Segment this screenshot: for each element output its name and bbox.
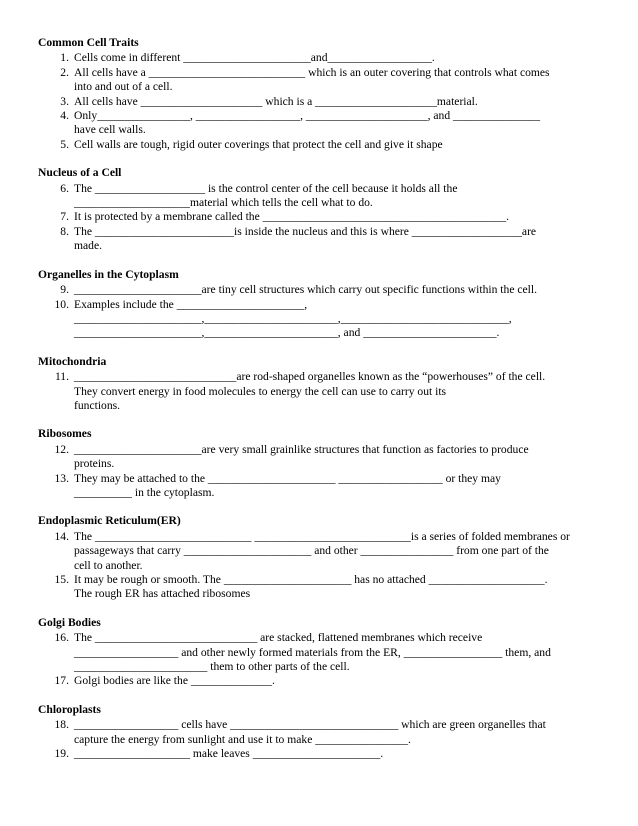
question-line: The rough ER has attached ribosomes	[74, 587, 251, 601]
question-line: The ___________________________ ___________________________is a series of folded membranes or	[74, 529, 570, 543]
section	[38, 36, 604, 152]
question-number: 17.	[54, 674, 69, 688]
question-number: 5.	[60, 137, 69, 151]
section	[38, 355, 604, 414]
question-line: ______________________are very small grainlike structures that function as factories to produce	[74, 442, 529, 456]
question-list	[38, 370, 604, 413]
question-number: 10.	[54, 297, 69, 311]
question-line: All cells have a ___________________________ which is an outer covering that controls what comes	[74, 65, 550, 79]
question-number: 1.	[60, 51, 69, 65]
question-text	[74, 747, 604, 761]
question-item	[38, 631, 604, 674]
question-line: ____________________material which tells the cell what to do.	[74, 196, 373, 210]
question-line: Only________________, __________________, _____________________, and _______________	[74, 109, 540, 123]
question-line: cell to another.	[74, 558, 143, 572]
section-heading: Ribosomes	[38, 427, 92, 441]
question-number: 9.	[60, 283, 69, 297]
question-text	[74, 631, 604, 674]
question-number: 6.	[60, 181, 69, 195]
question-line: All cells have _____________________ which is a _____________________material.	[74, 94, 478, 108]
question-list	[38, 443, 604, 501]
question-item	[38, 530, 604, 573]
section-heading: Mitochondria	[38, 354, 107, 368]
question-line: They may be attached to the ______________________ __________________ or they may	[74, 471, 501, 485]
question-text	[74, 51, 604, 65]
section	[38, 514, 604, 601]
question-number: 12.	[54, 442, 69, 456]
question-line: The ___________________ is the control center of the cell because it holds all the	[74, 181, 458, 195]
question-line: ______________________are tiny cell structures which carry out specific functions within the cell.	[74, 283, 537, 297]
question-line: into and out of a cell.	[74, 80, 173, 94]
question-line: ______________________,_______________________,_____________________________,	[74, 311, 512, 325]
question-item	[38, 747, 604, 761]
question-number: 13.	[54, 471, 69, 485]
question-list	[38, 182, 604, 254]
question-text	[74, 443, 604, 472]
section	[38, 703, 604, 762]
question-text	[74, 138, 604, 152]
question-number: 4.	[60, 109, 69, 123]
section	[38, 268, 604, 341]
section-heading: Common Cell Traits	[38, 36, 139, 49]
question-text	[74, 370, 604, 413]
question-number: 3.	[60, 94, 69, 108]
question-number: 19.	[54, 747, 69, 761]
question-text	[74, 182, 604, 211]
question-item	[38, 370, 604, 413]
question-number: 7.	[60, 210, 69, 224]
question-line: Cells come in different ______________________and__________________.	[74, 51, 435, 65]
question-item	[38, 443, 604, 472]
question-line: ____________________ make leaves ______________________.	[74, 747, 384, 761]
question-number: 15.	[54, 573, 69, 586]
question-line: It is protected by a membrane called the __________________________________________.	[74, 210, 510, 224]
section-heading: Chloroplasts	[38, 702, 101, 716]
question-item	[38, 472, 604, 501]
question-list	[38, 283, 604, 341]
question-line: passageways that carry ______________________ and other ________________ from one part of the	[74, 544, 549, 558]
question-item	[38, 109, 604, 138]
question-text	[74, 298, 604, 341]
question-text	[74, 66, 604, 95]
question-line: ______________________,_______________________, and _______________________.	[74, 326, 500, 340]
question-item	[38, 51, 604, 65]
question-item	[38, 718, 604, 747]
question-item	[38, 225, 604, 254]
section	[38, 166, 604, 253]
question-number: 16.	[54, 631, 69, 645]
section-heading: Nucleus of a Cell	[38, 166, 122, 180]
question-text	[74, 718, 604, 747]
question-line: __________________ and other newly formed materials from the ER, _________________ them, and	[74, 645, 551, 659]
section-heading: Golgi Bodies	[38, 615, 101, 629]
question-number: 11.	[54, 370, 69, 384]
question-list	[38, 718, 604, 761]
question-text	[74, 472, 604, 501]
question-line: functions.	[74, 398, 121, 412]
question-line: They convert energy in food molecules to energy the cell can use to carry out its	[74, 384, 447, 398]
question-item	[38, 210, 604, 224]
question-item	[38, 674, 604, 688]
section-heading: Endoplasmic Reticulum(ER)	[38, 514, 181, 528]
question-text	[74, 573, 604, 602]
question-list	[38, 51, 604, 152]
section-heading: Organelles in the Cytoplasm	[38, 267, 179, 281]
question-line: capture the energy from sunlight and use it to make ________________.	[74, 732, 411, 746]
question-text	[74, 674, 604, 688]
question-line: The ____________________________ are stacked, flattened membranes which receive	[74, 631, 483, 645]
question-item	[38, 182, 604, 211]
question-line: __________ in the cytoplasm.	[74, 485, 215, 499]
question-item	[38, 138, 604, 152]
question-number: 14.	[54, 529, 69, 543]
section	[38, 616, 604, 689]
question-line: __________________ cells have _____________________________ which are green organelles that	[74, 718, 546, 732]
question-line: _______________________ them to other parts of the cell.	[74, 660, 350, 674]
question-item	[38, 66, 604, 95]
question-number: 8.	[60, 224, 69, 238]
question-line: have cell walls.	[74, 123, 146, 137]
question-text	[74, 210, 604, 224]
question-text	[74, 530, 604, 573]
question-line: The ________________________is inside the nucleus and this is where ___________________are	[74, 224, 537, 238]
question-number: 18.	[54, 718, 69, 732]
question-list	[38, 631, 604, 689]
question-line: proteins.	[74, 457, 115, 471]
question-line: Golgi bodies are like the ______________.	[74, 674, 275, 688]
question-line: Cell walls are tough, rigid outer coverings that protect the cell and give it shape	[74, 137, 443, 151]
question-text	[74, 225, 604, 254]
question-item	[38, 283, 604, 297]
question-line: It may be rough or smooth. The ______________________ has no attached ____________________.	[74, 573, 548, 586]
question-text	[74, 95, 604, 109]
question-number: 2.	[60, 65, 69, 79]
question-item	[38, 573, 604, 602]
section	[38, 427, 604, 500]
question-line: ____________________________are rod-shaped organelles known as the “powerhouses” of the cell.	[74, 370, 546, 384]
question-text	[74, 109, 604, 138]
question-list	[38, 530, 604, 602]
question-line: Examples include the ______________________,	[74, 297, 308, 311]
worksheet	[38, 36, 604, 775]
question-line: made.	[74, 239, 103, 253]
question-item	[38, 95, 604, 109]
question-text	[74, 283, 604, 297]
question-item	[38, 298, 604, 341]
